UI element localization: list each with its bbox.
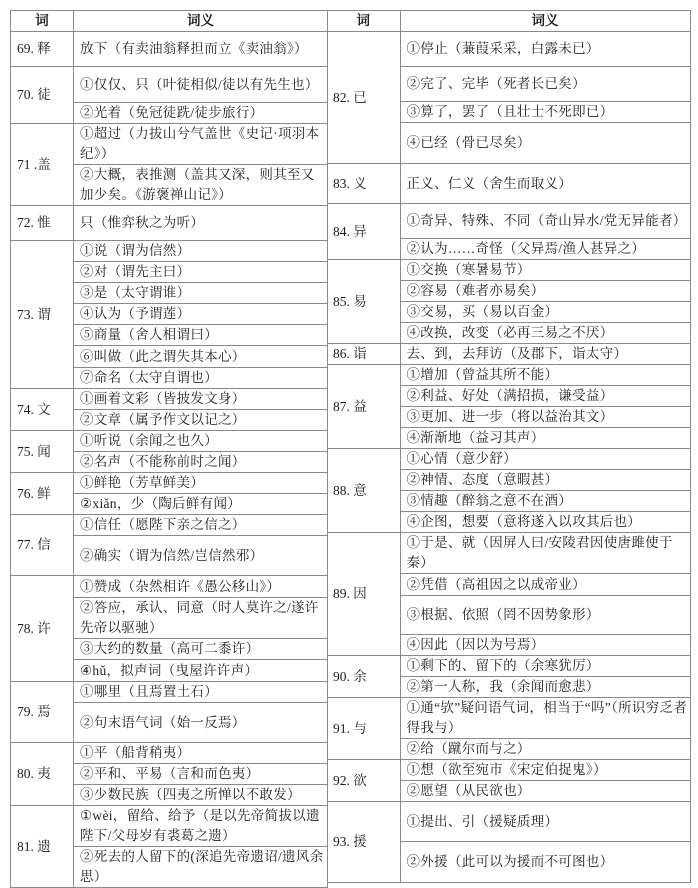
table-row: [11, 576, 328, 598]
table-row: [327, 533, 690, 574]
word-meaning: ②大概，表推测（盖其又深，则其至又加少矣。《游褒禅山记》）: [74, 165, 328, 206]
word-meaning: ④已经（骨已尽矣）: [400, 123, 690, 164]
header-word: 词: [327, 11, 400, 32]
table-row: [11, 682, 328, 703]
table-row: [11, 206, 328, 241]
word-meaning: ①平（船背稍夷）: [74, 743, 328, 764]
word-meaning: ②愿望（从民欲也）: [400, 781, 690, 802]
table-row: [327, 449, 690, 470]
vocab-word: 85. 易: [327, 260, 400, 344]
vocabulary-table-right: [327, 10, 691, 883]
table-row: [11, 806, 328, 847]
word-meaning: ②第一人称，我（余闻而愈悲）: [400, 677, 690, 698]
word-meaning: ②文章（属予作文以记之）: [74, 410, 328, 431]
word-meaning: ②给（蹴尔而与之）: [400, 739, 690, 760]
word-meaning: ②确实（谓为信然/岂信然邪）: [74, 536, 328, 576]
word-meaning: ④hǔ，拟声词（曳屋许许声）: [74, 660, 328, 682]
word-meaning: ②神情、态度（意暇甚）: [400, 470, 690, 491]
vocab-word: 87. 益: [327, 365, 400, 449]
vocab-word: 91. 与: [327, 698, 400, 760]
vocab-word: 93. 援: [327, 802, 400, 883]
vocab-word: 86. 诣: [327, 344, 400, 365]
word-meaning: ③更加、进一步（将以益治其文）: [400, 407, 690, 428]
word-meaning: ②句末语气词（始一反焉）: [74, 703, 328, 743]
word-meaning: ②对（谓先主曰）: [74, 262, 328, 283]
word-meaning: ⑦命名（太守自谓也）: [74, 368, 328, 389]
vocab-word: 88. 意: [327, 449, 400, 533]
word-meaning: ①说（谓为信然）: [74, 241, 328, 262]
table-row: [11, 124, 328, 165]
right-body: [327, 32, 690, 883]
table-row: [327, 32, 690, 67]
header-meaning: 词义: [74, 11, 328, 32]
word-meaning: ①画着文彩（皆披发文身）: [74, 389, 328, 410]
vocab-word: 90. 余: [327, 656, 400, 698]
word-meaning: ①通“欤”疑问语气词，相当于“吗”（所识穷乏者得我与）: [400, 698, 690, 739]
word-meaning: ④因此（因以为号焉）: [400, 635, 690, 656]
vocab-word: 84. 异: [327, 204, 400, 260]
vocab-word: 72. 惟: [11, 206, 74, 241]
table-row: [11, 389, 328, 410]
vocab-word: 74. 文: [11, 389, 74, 431]
header-word: 词: [11, 11, 74, 32]
word-meaning: ③大约的数量（高可二黍许）: [74, 639, 328, 660]
table-row: [327, 760, 690, 781]
vocab-word: 73. 谓: [11, 241, 74, 389]
word-meaning: 去、到，去拜访（及郡下，诣太守）: [400, 344, 690, 365]
word-meaning: ③少数民族（四夷之所惮以不敢发）: [74, 785, 328, 806]
word-meaning: 正义、仁义（舍生而取义）: [400, 164, 690, 204]
word-meaning: ①剩下的、留下的（余寒犹厉）: [400, 656, 690, 677]
word-meaning: ①提出、引（援疑质理）: [400, 802, 690, 842]
table-row: [11, 32, 328, 67]
table-row: [327, 260, 690, 281]
word-meaning: ④渐渐地（益习其声）: [400, 428, 690, 449]
word-meaning: ①wèi，留给、给予（是以先帝简拔以遗陛下/父母岁有裘葛之遗）: [74, 806, 328, 847]
word-meaning: ③算了，罢了（且壮士不死即已）: [400, 102, 690, 123]
table-row: [11, 515, 328, 536]
word-meaning: ③情趣（醉翁之意不在酒）: [400, 491, 690, 512]
word-meaning: ①赞成（杂然相许《愚公移山》）: [74, 576, 328, 598]
word-meaning: ②外援（此可以为援而不可图也）: [400, 842, 690, 883]
word-meaning: ①于是、就（因屏人曰/安陵君因使唐雎使于秦）: [400, 533, 690, 574]
table-row: [327, 164, 690, 204]
word-meaning: ②平和、平易（言和而色夷）: [74, 764, 328, 785]
vocab-word: 76. 鲜: [11, 473, 74, 515]
word-meaning: ③根据、依照（罔不因势象形）: [400, 596, 690, 635]
word-meaning: ①听说（余闻之也久）: [74, 431, 328, 452]
word-meaning: ①奇异、特殊、不同（奇山异水/党无异能者）: [400, 204, 690, 239]
word-meaning: ②答应，承认、同意（时人莫许之/遂许先帝以驱驰）: [74, 598, 328, 639]
word-meaning: ①哪里（且焉置土石）: [74, 682, 328, 703]
vocab-word: 89. 因: [327, 533, 400, 656]
word-meaning: ⑥叫做（此之谓失其本心）: [74, 346, 328, 368]
table-row: [327, 698, 690, 739]
word-meaning: ②凭借（高祖因之以成帝业）: [400, 574, 690, 596]
vocab-word: 80. 夷: [11, 743, 74, 806]
vocab-word: 92. 欲: [327, 760, 400, 802]
word-meaning: ⑤商量（舍人相谓曰）: [74, 325, 328, 346]
word-meaning: ①想（欲至宛市《宋定伯捉鬼》）: [400, 760, 690, 781]
vocab-word: 70. 徒: [11, 67, 74, 124]
word-meaning: ④改换，改变（必再三易之不厌）: [400, 323, 690, 344]
word-meaning: ①鲜艳（芳草鲜美）: [74, 473, 328, 494]
word-meaning: ①超过（力拔山兮气盖世《史记·项羽本纪》）: [74, 124, 328, 165]
table-row: [11, 743, 328, 764]
vocab-word: 81. 遗: [11, 806, 74, 888]
table-row: [11, 431, 328, 452]
table-row: [327, 656, 690, 677]
vocab-word: 75. 闻: [11, 431, 74, 473]
vocab-word: 79. 焉: [11, 682, 74, 743]
word-meaning: 放下（有卖油翁释担而立《卖油翁》）: [74, 32, 328, 67]
table-row: [11, 67, 328, 103]
word-meaning: ④企图，想要（意将遂入以攻其后也）: [400, 512, 690, 533]
word-meaning: ②完了、完毕（死者长已矣）: [400, 67, 690, 102]
vocab-word: 77. 信: [11, 515, 74, 576]
table-row: [327, 204, 690, 239]
vocabulary-table-left: [10, 10, 328, 888]
word-meaning: ①交换（寒暑易节）: [400, 260, 690, 281]
table-row: [327, 344, 690, 365]
word-meaning: ②名声（不能称前时之闻）: [74, 452, 328, 473]
table-row: [327, 802, 690, 842]
word-meaning: ③交易，买（易以百金）: [400, 302, 690, 323]
word-meaning: ②死去的人留下的(深追先帝遗诏/遗风余思）: [74, 847, 328, 888]
word-meaning: ④认为（予谓莲）: [74, 304, 328, 325]
vocab-word: 71 .盖: [11, 124, 74, 206]
word-meaning: ③是（太守谓谁）: [74, 283, 328, 304]
word-meaning: ①仅仅、只（叶徒相似/徒以有先生也）: [74, 67, 328, 103]
word-meaning: ①停止（蒹葭采采，白露未已）: [400, 32, 690, 67]
word-meaning: ①心情（意少舒）: [400, 449, 690, 470]
table-row: [11, 241, 328, 262]
word-meaning: ②容易（难者亦易矣）: [400, 281, 690, 302]
word-meaning: ①增加（曾益其所不能）: [400, 365, 690, 386]
table-row: [327, 365, 690, 386]
vocab-word: 82. 已: [327, 32, 400, 164]
left-body: [11, 32, 328, 888]
vocab-word: 83. 义: [327, 164, 400, 204]
word-meaning: ②光着（免冠徒跣/徒步旅行）: [74, 103, 328, 124]
vocab-word: 69. 释: [11, 32, 74, 67]
vocab-word: 78. 许: [11, 576, 74, 682]
word-meaning: ②xiǎn，少（陶后鲜有闻）: [74, 494, 328, 515]
header-meaning: 词义: [400, 11, 690, 32]
word-meaning: ②利益、好处（满招损，谦受益）: [400, 386, 690, 407]
word-meaning: ①信任（愿陛下亲之信之）: [74, 515, 328, 536]
word-meaning: ②认为……奇怪（父异焉/渔人甚异之）: [400, 239, 690, 260]
word-meaning: 只（惟弈秋之为听）: [74, 206, 328, 241]
table-row: [11, 473, 328, 494]
